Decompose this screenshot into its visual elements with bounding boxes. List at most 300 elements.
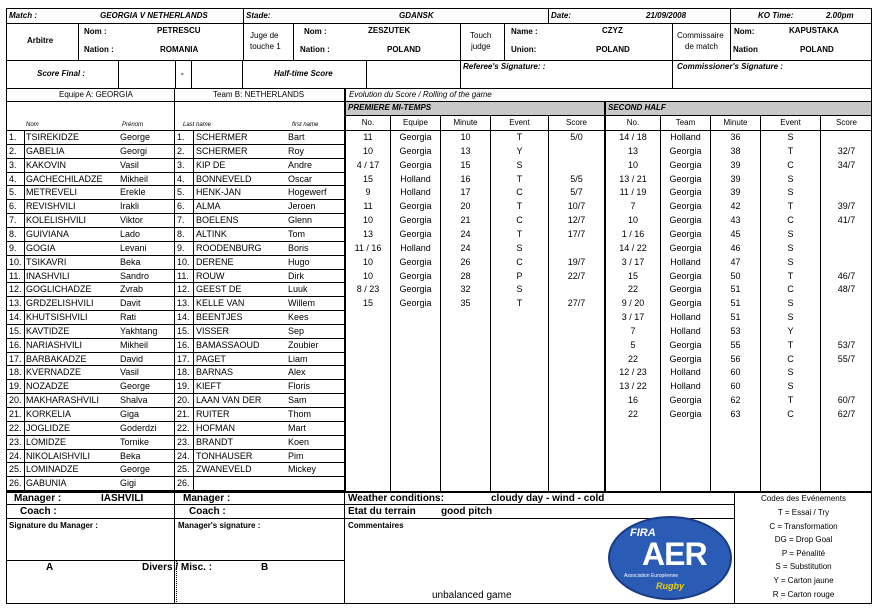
player-a-first: Rati — [120, 312, 137, 323]
player-b-num: 3. — [177, 159, 185, 170]
h2-col-no: No. — [626, 118, 640, 127]
h2-event-code: S — [787, 367, 794, 378]
player-b-first — [288, 477, 344, 491]
h1-col-score: Score — [566, 118, 587, 127]
a-label: A — [46, 562, 54, 573]
player-b-first: Hogewerf — [288, 187, 327, 198]
h2-event-code: S — [787, 173, 794, 184]
player-b-num: 13. — [177, 298, 190, 309]
h2-col-score: Score — [836, 118, 857, 127]
h2-event-minute: 45 — [730, 228, 741, 239]
h1-col-team: Equipe — [403, 118, 428, 127]
player-a-first: Zvrab — [120, 284, 144, 295]
legend-item: DG = Drop Goal — [774, 535, 833, 545]
h1-event-score: 10/7 — [567, 201, 586, 212]
player-a-num: 15. — [9, 325, 22, 336]
team-b-label: Team B: NETHERLANDS — [213, 90, 305, 99]
player-a-num: 5. — [9, 187, 17, 198]
h1-event-no: 9 — [365, 187, 371, 198]
player-b-last: KIEFT — [196, 381, 222, 392]
h2-event-code: T — [787, 339, 794, 350]
h2-event-score: 46/7 — [837, 270, 856, 281]
stade-value: GDANSK — [399, 11, 434, 20]
h1-event-score: 19/7 — [567, 256, 586, 267]
h2-event-no: 1 / 16 — [621, 228, 645, 239]
h2-event-no: 15 — [627, 270, 638, 281]
manager-sig-label: Manager's signature : — [178, 521, 261, 530]
player-b-num: 17. — [177, 353, 190, 364]
player-b-num: 22. — [177, 422, 190, 433]
player-b-last: VISSER — [196, 325, 230, 336]
ko-label: KO Time: — [758, 11, 794, 20]
player-a-last: KOLELISHVILI — [26, 215, 87, 226]
sig-manager-label: Signature du Manager : — [9, 521, 98, 530]
h2-event-team: Georgia — [669, 242, 702, 253]
ko-value: 2.00pm — [826, 11, 854, 20]
arbitre-nom-label: Nom : — [84, 27, 107, 36]
h2-col-event: Event — [780, 118, 801, 127]
player-b-last: BONNEVELD — [196, 173, 252, 184]
rule — [460, 60, 461, 88]
h1-event-no: 4 / 17 — [356, 159, 380, 170]
player-b-last: GEEST DE — [196, 284, 242, 295]
player-b-last: PAGET — [196, 353, 226, 364]
player-a-first: Goderdzi — [120, 422, 157, 433]
legend-item: T = Essai / Try — [777, 508, 830, 517]
player-b-num: 20. — [177, 395, 190, 406]
manager-a: IASHVILI — [101, 493, 144, 504]
h2-event-code: C — [787, 353, 794, 364]
player-b-last: ROUW — [196, 270, 225, 281]
player-a-num: 1. — [9, 132, 17, 142]
player-b-last: DERENE — [196, 256, 234, 267]
h1-event-score — [549, 242, 604, 256]
score-final-label: Score Final : — [37, 69, 86, 78]
player-a-num: 16. — [9, 339, 22, 350]
h2-event-team: Holland — [670, 312, 701, 323]
h2-event-team: Georgia — [669, 395, 702, 406]
h2-event-team: Georgia — [669, 159, 702, 170]
h2-event-minute: 62 — [730, 395, 741, 406]
h2-event-minute: 47 — [730, 256, 741, 267]
coach-b-label: Coach : — [189, 506, 226, 517]
terrain-label: Etat du terrain — [348, 506, 416, 517]
h2-event-minute: 39 — [730, 173, 741, 184]
weather-label: Weather conditions: — [348, 493, 444, 504]
player-a-last: LOMINADZE — [26, 464, 79, 475]
player-a-last: NIKOLAISHVILI — [26, 450, 91, 461]
manager-label: Manager : — [14, 493, 62, 504]
half1-title: PREMIERE MI-TEMPS — [348, 103, 432, 112]
date-value: 21/09/2008 — [646, 11, 687, 20]
h1-event-code: T — [516, 173, 523, 184]
rule — [174, 88, 175, 491]
touch-label-1: Touch — [470, 31, 492, 40]
juge-nom-label: Nom : — [304, 27, 327, 36]
player-b-first: Hugo — [288, 256, 310, 267]
h2-event-code: T — [787, 395, 794, 406]
h2-event-minute: 56 — [730, 353, 741, 364]
player-b-num: 25. — [177, 464, 190, 475]
player-a-first: Tornike — [120, 436, 150, 447]
player-b-last: BEENTJES — [196, 312, 243, 323]
h2-event-no: 11 / 19 — [619, 187, 647, 198]
h2-event-no: 5 — [630, 339, 636, 350]
comment-value: unbalanced game — [432, 590, 512, 601]
rule — [366, 60, 367, 88]
h1-col-event: Event — [509, 118, 530, 127]
h1-event-score — [549, 145, 604, 159]
terrain-value: good pitch — [441, 506, 493, 517]
arbitre-nom: PETRESCU — [157, 26, 201, 35]
h1-event-score: 17/7 — [567, 228, 586, 239]
player-b-first: Mart — [288, 422, 306, 433]
player-b-first: Boris — [288, 242, 309, 253]
h1-event-minute: 16 — [460, 173, 471, 184]
legend-item: P = Pénalité — [781, 548, 826, 558]
prenom-header: Prénom — [122, 122, 144, 128]
player-a-last: INASHVILI — [26, 270, 70, 281]
comm-sig-label: Commissioner's Signature : — [677, 62, 783, 71]
h2-event-team: Georgia — [669, 339, 702, 350]
player-b-num: 16. — [177, 339, 190, 350]
rule — [6, 88, 872, 89]
h2-event-no: 3 / 17 — [621, 256, 645, 267]
h2-col-team: Team — [675, 118, 696, 127]
h1-event-no: 11 — [363, 132, 373, 142]
player-b-first: Glenn — [288, 215, 313, 226]
player-b-last: ROODENBURG — [196, 242, 262, 253]
half2-title: SECOND HALF — [608, 103, 666, 112]
h2-event-minute: 51 — [730, 298, 741, 309]
h2-event-team: Georgia — [669, 284, 702, 295]
player-b-last: SCHERMER — [196, 145, 248, 156]
h1-event-team: Holland — [400, 187, 431, 198]
h1-event-minute: 15 — [460, 159, 471, 170]
h2-event-team: Holland — [670, 367, 701, 378]
player-a-first: George — [120, 464, 151, 475]
date-label: Date: — [551, 11, 572, 20]
h2-event-minute: 36 — [730, 132, 741, 142]
player-a-num: 2. — [9, 145, 17, 156]
player-b-last: KELLE VAN — [196, 298, 245, 309]
h2-event-code: C — [787, 284, 794, 295]
h2-event-code: Y — [787, 325, 794, 336]
h2-event-score: 34/7 — [837, 159, 856, 170]
juge-label-2: touche 1 — [250, 42, 281, 51]
player-a-last: BARBAKADZE — [26, 353, 87, 364]
h2-event-score: 53/7 — [837, 339, 856, 350]
player-a-last: KAKOVIN — [26, 159, 67, 170]
h2-event-minute: 38 — [730, 145, 741, 156]
logo-sub-text: Association Européenne — [624, 573, 679, 579]
h1-event-score: 5/0 — [570, 132, 583, 142]
player-b-last: BOELENS — [196, 215, 239, 226]
h1-event-code: C — [516, 256, 523, 267]
rule — [191, 60, 192, 88]
h1-event-no: 10 — [362, 145, 373, 156]
touch-name: CZYZ — [602, 26, 623, 35]
player-a-last: LOMIDZE — [26, 436, 67, 447]
h2-event-score — [821, 173, 872, 187]
h2-event-minute: 43 — [730, 215, 741, 226]
rule — [243, 23, 244, 60]
player-b-last: HOFMAN — [196, 422, 235, 433]
h2-event-code: T — [787, 201, 794, 212]
player-b-first: Andre — [288, 159, 313, 170]
h2-event-code: T — [787, 145, 794, 156]
ref-sig-label: Referee's Signature: : — [463, 62, 546, 71]
h2-event-minute: 60 — [730, 367, 741, 378]
player-a-first: Vasil — [120, 159, 139, 170]
h2-event-score — [821, 186, 872, 200]
h2-event-team: Georgia — [669, 353, 702, 364]
player-a-num: 19. — [9, 381, 22, 392]
h1-event-score — [549, 283, 604, 297]
h2-event-code: C — [787, 215, 794, 226]
juge-nation-label: Nation : — [300, 45, 330, 54]
h2-event-no: 7 — [630, 201, 636, 212]
player-a-last: KVERNADZE — [26, 367, 82, 378]
player-a-last: JOGLIDZE — [26, 422, 71, 433]
player-a-last: TSIKAVRI — [26, 256, 67, 267]
player-b-num: 14. — [177, 312, 190, 323]
player-b-first: Luuk — [288, 284, 308, 295]
h1-event-no: 8 / 23 — [356, 284, 380, 295]
player-b-first: Kees — [288, 312, 309, 323]
player-a-last: GABUNIA — [26, 478, 67, 489]
h2-event-no: 14 / 18 — [619, 132, 647, 142]
player-b-last: LAAN VAN DER — [196, 395, 262, 406]
rule — [6, 560, 344, 561]
legend-title: Codes des Evénements — [761, 494, 846, 503]
h1-event-minute: 13 — [460, 145, 471, 156]
h2-event-no: 10 — [627, 159, 638, 170]
rule — [174, 491, 175, 604]
rule — [6, 518, 734, 519]
h2-event-score: 39/7 — [837, 201, 856, 212]
player-a-num: 26. — [9, 478, 22, 489]
player-b-first: Zoubier — [288, 339, 319, 350]
h2-event-no: 3 / 17 — [621, 312, 645, 323]
h2-event-minute: 39 — [730, 187, 741, 198]
player-b-first: Jeroen — [288, 201, 316, 212]
player-a-first: Giga — [120, 409, 140, 419]
player-a-last: GRDZELISHVILI — [26, 298, 94, 309]
player-b-num: 4. — [177, 173, 185, 184]
h1-event-team: Georgia — [399, 145, 432, 156]
h2-event-team: Georgia — [669, 228, 702, 239]
h2-event-score — [821, 311, 872, 325]
player-b-first: Koen — [288, 436, 310, 447]
rule — [730, 8, 731, 23]
h1-event-team: Georgia — [399, 284, 432, 295]
h2-event-score — [821, 366, 872, 380]
player-a-last: NOZADZE — [26, 381, 70, 392]
h2-event-score: 60/7 — [837, 395, 856, 406]
player-b-first: Thom — [288, 409, 312, 419]
h2-event-no: 22 — [627, 284, 638, 295]
player-b-last — [196, 477, 286, 491]
h1-event-no: 11 / 16 — [354, 242, 382, 253]
logo-main-text: AER — [642, 536, 707, 572]
player-b-num: 12. — [177, 284, 190, 295]
h1-event-minute: 24 — [460, 242, 471, 253]
rule — [344, 491, 345, 604]
player-b-num: 10. — [177, 256, 190, 267]
rule — [730, 23, 731, 60]
player-a-num: 25. — [9, 464, 22, 475]
player-a-num: 10. — [9, 256, 22, 267]
b-label: B — [261, 562, 269, 573]
h2-event-team: Georgia — [669, 215, 702, 226]
touch-name-label: Name : — [511, 27, 538, 36]
player-b-num: 2. — [177, 145, 185, 156]
player-b-last: BRANDT — [196, 436, 234, 447]
player-b-num: 5. — [177, 187, 185, 198]
h2-event-code: S — [787, 312, 794, 323]
comm-nom-label: Nom: — [734, 27, 755, 36]
player-a-last: GUIVIANA — [26, 228, 70, 239]
logo-top-text: FIRA — [630, 527, 656, 539]
player-b-first: Dirk — [288, 270, 304, 281]
player-a-first: Mikheil — [120, 173, 149, 184]
h2-event-code: S — [787, 132, 794, 142]
player-b-num: 6. — [177, 201, 185, 212]
h1-col-no: No. — [361, 118, 375, 127]
h1-event-code: T — [516, 201, 523, 212]
commentaires-label: Commentaires — [348, 521, 404, 530]
juge-label-1: Juge de — [250, 31, 279, 40]
player-b-last: BARNAS — [196, 367, 234, 378]
h2-event-score: 62/7 — [837, 409, 856, 419]
player-a-last: REVISHVILI — [26, 201, 76, 212]
rule — [672, 60, 673, 88]
player-a-first: Beka — [120, 450, 141, 461]
legend-item: Y = Carton jaune — [773, 576, 834, 585]
h1-event-score: 22/7 — [567, 270, 586, 281]
player-a-last: NARIASHVILI — [26, 339, 83, 350]
juge-nom: ZESZUTEK — [368, 26, 411, 35]
player-a-num: 22. — [9, 422, 22, 433]
h2-event-minute: 60 — [730, 381, 741, 392]
h2-event-code: C — [787, 409, 794, 419]
match-label: Match : — [9, 11, 37, 20]
fira-aer-logo — [608, 516, 732, 600]
rule — [78, 23, 79, 60]
player-b-num: 9. — [177, 242, 185, 253]
h1-event-team: Georgia — [399, 270, 432, 281]
player-b-last: RUITER — [196, 409, 230, 419]
player-b-num: 24. — [177, 450, 190, 461]
h1-event-no: 10 — [362, 270, 373, 281]
h1-event-team: Georgia — [399, 228, 432, 239]
h2-event-score: 55/7 — [837, 353, 856, 364]
h1-col-minute: Minute — [453, 118, 478, 127]
rule — [504, 23, 505, 60]
player-b-last: ALMA — [196, 201, 221, 212]
rule — [548, 8, 549, 23]
h2-event-no: 10 — [627, 215, 638, 226]
h2-event-code: S — [787, 256, 794, 267]
player-b-first: Tom — [288, 228, 306, 239]
h2-event-score: 32/7 — [837, 145, 856, 156]
player-a-num: 20. — [9, 395, 22, 406]
h1-event-code: P — [516, 270, 523, 281]
h2-event-team: Holland — [670, 381, 701, 392]
legend-item: R = Carton rouge — [772, 589, 835, 599]
rule — [118, 60, 119, 88]
h1-event-code: T — [516, 228, 523, 239]
player-a-last: KHUTSISHVILI — [26, 312, 88, 323]
h1-event-no: 10 — [362, 256, 373, 267]
player-a-first: George — [120, 381, 151, 392]
h2-event-code: S — [787, 381, 794, 392]
score-dash: - — [181, 69, 184, 78]
h2-event-team: Georgia — [669, 409, 702, 419]
rule — [293, 23, 294, 60]
team-a-label: Equipe A: GEORGIA — [59, 90, 133, 99]
player-a-last: MAKHARASHVILI — [26, 395, 100, 406]
h2-event-team: Georgia — [669, 270, 702, 281]
rule — [243, 8, 244, 23]
h1-event-score: 5/7 — [570, 187, 583, 198]
h1-event-code: S — [516, 242, 523, 253]
divers-label: Divers / Misc. : — [142, 562, 213, 573]
h1-event-team: Holland — [400, 173, 431, 184]
player-a-first: Beka — [120, 256, 141, 267]
player-a-num: 21. — [9, 409, 22, 419]
h1-event-minute: 32 — [460, 284, 471, 295]
player-a-last: TSIREKIDZE — [26, 132, 80, 142]
player-b-last: BAMASSAOUD — [196, 339, 260, 350]
h1-event-team: Georgia — [399, 132, 432, 142]
h1-event-code: S — [516, 284, 523, 295]
h2-event-score: 41/7 — [837, 215, 856, 226]
h2-event-score — [821, 242, 872, 256]
player-b-first: Willem — [288, 298, 315, 309]
h2-event-minute: 63 — [730, 409, 741, 419]
player-a-first: Mikheil — [120, 339, 149, 350]
player-b-first: Oscar — [288, 173, 313, 184]
weather-value: cloudy day - wind - cold — [491, 493, 605, 504]
player-a-num: 24. — [9, 450, 22, 461]
match-value: GEORGIA V NETHERLANDS — [100, 11, 208, 20]
h2-event-team: Georgia — [669, 187, 702, 198]
player-b-num: 1. — [177, 132, 185, 142]
h2-event-minute: 46 — [730, 242, 741, 253]
h2-event-no: 12 / 23 — [619, 367, 647, 378]
comm-nation: POLAND — [800, 45, 834, 54]
h2-event-score — [821, 131, 872, 145]
h1-event-no: 13 — [362, 228, 373, 239]
player-a-last: KAVTIDZE — [26, 325, 70, 336]
h2-event-no: 7 — [630, 325, 636, 336]
h1-event-code: S — [516, 159, 523, 170]
h2-event-no: 22 — [627, 409, 638, 419]
h2-event-score — [821, 297, 872, 311]
h1-event-team: Georgia — [399, 159, 432, 170]
h2-event-team: Holland — [670, 132, 701, 142]
comm-label-2: de match — [685, 42, 718, 51]
player-b-last: TONHAUSER — [196, 450, 253, 461]
player-a-last: METREVELI — [26, 187, 78, 198]
stade-label: Stade: — [246, 11, 271, 20]
player-a-num: 3. — [9, 159, 17, 170]
player-a-first: Davit — [120, 298, 141, 309]
h2-col-minute: Minute — [723, 118, 748, 127]
player-a-first: Viktor — [120, 215, 143, 226]
